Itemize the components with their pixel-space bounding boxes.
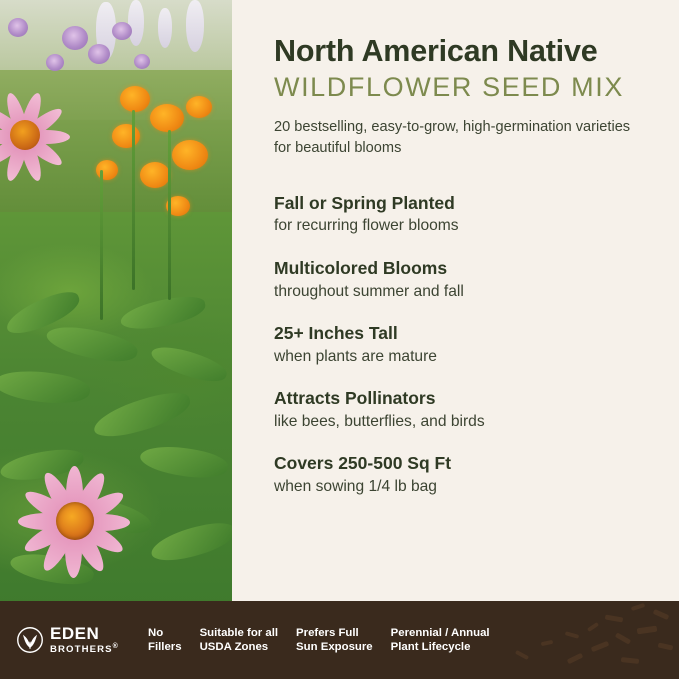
brand-name-top: EDEN	[50, 624, 100, 644]
plant-stem	[100, 170, 103, 320]
purple-aster-bloom	[62, 26, 88, 50]
brand-text	[50, 625, 119, 654]
registered-mark: ®	[112, 642, 119, 650]
feature-description: like bees, butterflies, and birds	[274, 412, 485, 430]
badge-usda-zones	[200, 626, 296, 655]
badge-line-2: Plant Lifecycle	[390, 641, 471, 653]
wildflower-meadow-photo	[0, 0, 232, 612]
feature-title: Multicolored Blooms	[274, 257, 448, 278]
badge-sun-exposure	[296, 626, 391, 655]
feature-item	[274, 193, 649, 237]
orange-butterfly-weed-bloom	[112, 124, 140, 148]
feature-title: Covers 250-500 Sq Ft	[274, 453, 452, 474]
coneflower-center	[10, 120, 40, 150]
page-subtitle: WILDFLOWER SEED MIX	[274, 72, 624, 103]
purple-coneflower-secondary	[0, 88, 86, 188]
orange-butterfly-weed-bloom	[172, 140, 208, 170]
product-tagline: 20 bestselling, easy-to-grow, high-germination varieties for beautiful blooms	[274, 119, 631, 156]
page-title: North American Native	[274, 34, 598, 68]
feature-description: when plants are mature	[274, 347, 437, 365]
footer-content	[0, 601, 679, 679]
feature-item	[274, 323, 649, 367]
feature-title: Fall or Spring Planted	[274, 192, 455, 213]
feature-description: when sowing 1/4 lb bag	[274, 478, 437, 496]
feature-title: 25+ Inches Tall	[274, 322, 398, 343]
purple-aster-bloom	[112, 22, 132, 40]
badge-no-fillers	[148, 626, 200, 655]
orange-butterfly-weed-bloom	[150, 104, 184, 132]
feature-description: for recurring flower blooms	[274, 217, 459, 235]
plant-stem	[132, 110, 135, 290]
brand-name-bottom: BROTHERS	[50, 643, 113, 655]
white-spike-bloom	[158, 8, 172, 48]
purple-aster-bloom	[46, 54, 64, 71]
footer-badges	[148, 626, 508, 655]
footer-bar	[0, 601, 679, 679]
white-spike-bloom	[186, 0, 204, 52]
white-spike-bloom	[128, 0, 144, 46]
orange-butterfly-weed-bloom	[140, 162, 170, 188]
badge-plant-lifecycle	[391, 626, 508, 655]
badge-line-1: Perennial / Annual	[390, 626, 490, 639]
plant-stem	[168, 130, 171, 300]
badge-line-2: USDA Zones	[199, 641, 269, 653]
orange-butterfly-weed-bloom	[120, 86, 150, 112]
feature-description: throughout summer and fall	[274, 282, 464, 300]
feature-item	[274, 258, 649, 302]
badge-line-1: No	[148, 626, 164, 639]
orange-butterfly-weed-bloom	[186, 96, 212, 118]
badge-line-1: Suitable for all	[199, 626, 279, 639]
purple-aster-bloom	[88, 44, 110, 64]
purple-aster-bloom	[8, 18, 28, 37]
feature-list	[274, 193, 649, 498]
badge-line-2: Sun Exposure	[296, 641, 373, 653]
purple-aster-bloom	[134, 54, 150, 69]
badge-line-1: Prefers Full	[296, 626, 359, 639]
feature-item	[274, 388, 649, 432]
feature-title: Attracts Pollinators	[274, 388, 436, 409]
badge-line-2: Fillers	[148, 641, 182, 653]
leaf-icon	[16, 626, 44, 654]
feature-item	[274, 453, 649, 497]
coneflower-center	[56, 502, 94, 540]
brand-logo[interactable]	[16, 625, 148, 654]
purple-coneflower-primary	[14, 462, 154, 590]
product-text-panel	[232, 0, 679, 612]
